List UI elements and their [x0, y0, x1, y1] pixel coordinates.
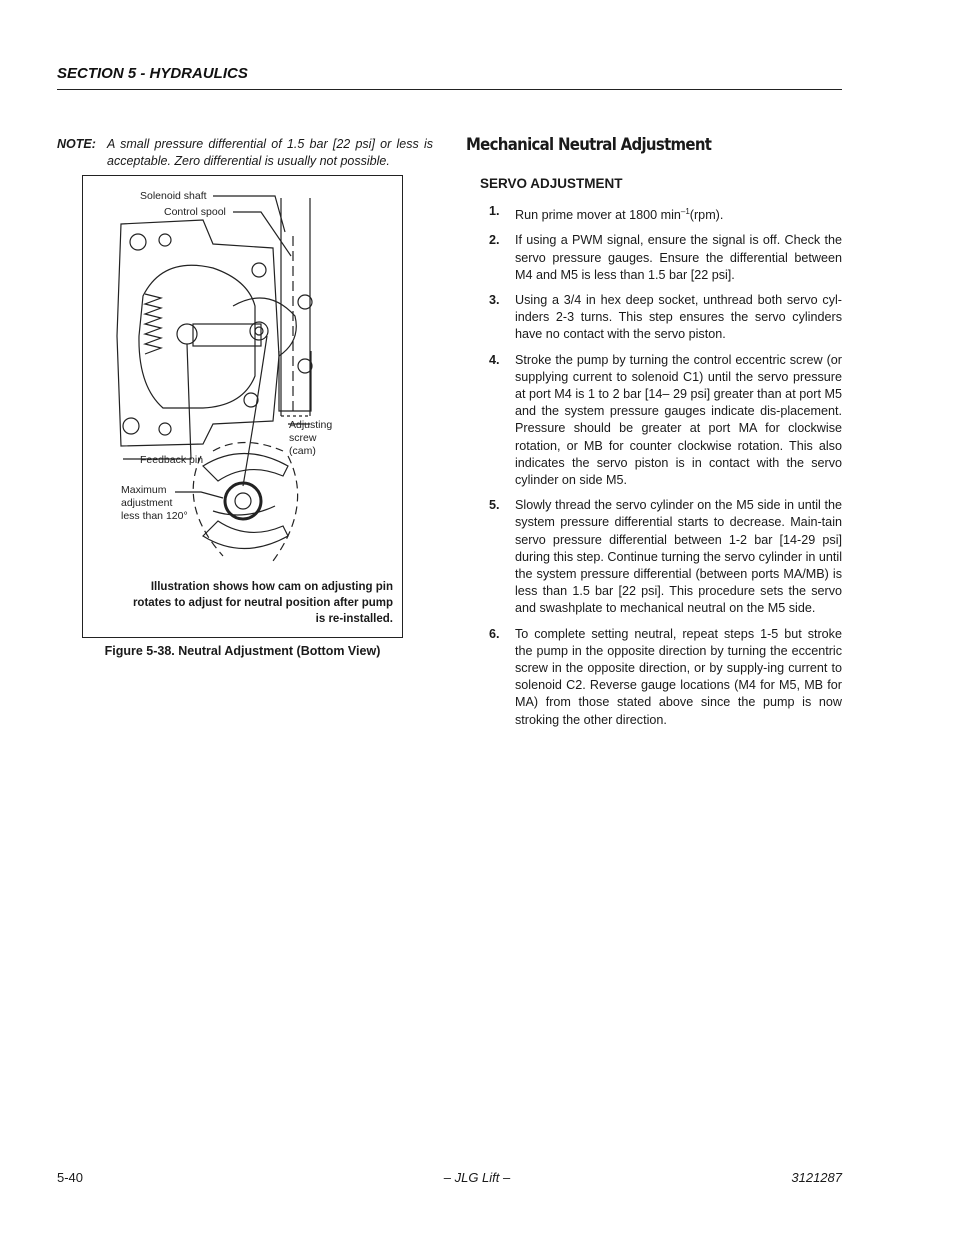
- step-text: To complete setting neutral, repeat steps 1-5 but stroke the pump in the opposite direction by turning the eccentric screw in the opposite direction, or by supply-ing current to solenoid C2. Reverse gauge locations (M4 for M5, MB for MA) from those stated above since the pump is now stroking the other direction.: [515, 626, 842, 727]
- label-adjusting-screw-line3: (cam): [289, 445, 316, 457]
- step-number: 3.: [489, 293, 500, 307]
- step-text: Slowly thread the servo cylinder on the M5 side in until the system pressure differential starts to decrease. Main-tain servo pressure differential between 1-2 bar [14-29 psi] during this step. Continue turning the servo cylinder in until the system pressure differential (between ports MA/MB) is less than 1.5 bar [22 psi]. This procedure sets the servo and swashplate to mechanical neutral on the M5 side.: [515, 498, 842, 616]
- pump-bottom-view-drawing: [83, 176, 404, 639]
- figure-caption: Figure 5-38. Neutral Adjustment (Bottom View): [104, 644, 381, 658]
- subsection-heading: SERVO ADJUSTMENT: [480, 176, 623, 191]
- step-text: If using a PWM signal, ensure the signal is off. Check the servo pressure gauges. Ensure the differential between M4 and M5 is less than 1.5 bar [22 psi].: [515, 233, 842, 282]
- header-divider: [57, 89, 842, 90]
- step-item: [489, 292, 842, 344]
- footer-brand: – JLG Lift –: [443, 1170, 511, 1185]
- step-item: [489, 203, 842, 224]
- section-title: SECTION 5 - HYDRAULICS: [57, 65, 248, 82]
- step-number: 6.: [489, 626, 500, 641]
- step-text: [515, 203, 842, 224]
- inner-caption-line: rotates to adjust for neutral position after pump: [132, 597, 393, 609]
- label-max-adjustment-line2: adjustment: [121, 497, 173, 509]
- step-item: [489, 626, 842, 729]
- page-number: 5-40: [57, 1170, 84, 1185]
- step-superscript: –1: [680, 207, 690, 216]
- procedure-steps: [489, 203, 842, 737]
- label-max-adjustment-line3: less than 120°: [121, 510, 188, 522]
- label-adjusting-screw-line2: screw: [289, 432, 317, 444]
- step-number: 1.: [489, 204, 500, 218]
- step-text-end: (rpm).: [689, 208, 724, 223]
- document-number: 3121287: [791, 1170, 842, 1185]
- step-text-main: Run prime mover at 1800 min: [515, 208, 681, 223]
- label-control-spool: Control spool: [164, 206, 226, 218]
- figure-inner-caption: [93, 579, 393, 627]
- step-item: [489, 352, 842, 490]
- step-number: 4.: [489, 352, 500, 367]
- step-number: 2.: [489, 233, 500, 248]
- section-heading: Mechanical Neutral Adjustment: [466, 135, 712, 155]
- step-text: Stroke the pump by turning the control eccentric screw (or supplying current to solenoid C1) until the servo pressure at port M4 is 1 to 2 bar [14– 29 psi] greater than at port M5 and the system pressure gauges indicate dis-placement. Pressure should be greater at port MA for clockwise rotation, or MB for counter clockwise rotation. This also indicates the servo piston is in contact with the servo cylinder on side M5.: [515, 352, 842, 488]
- note-label: NOTE:: [57, 137, 96, 151]
- figure-neutral-adjustment: [82, 175, 403, 638]
- step-text: Using a 3/4 in hex deep socket, unthread both servo cyl-inders 2-3 turns. This step ensures the servo cylinders have no contact with the servo piston.: [515, 293, 842, 342]
- label-max-adjustment-line1: Maximum: [121, 484, 167, 496]
- label-adjusting-screw-line1: Adjusting: [289, 419, 333, 431]
- note-text: A small pressure differential of 1.5 bar [22 psi] or less is acceptable. Zero differential is usually not possible.: [107, 137, 433, 168]
- inner-caption-line: is re-installed.: [315, 613, 393, 625]
- step-item: [489, 232, 842, 284]
- step-number: 5.: [489, 498, 500, 513]
- step-item: [489, 497, 842, 617]
- note-block: [57, 136, 433, 170]
- label-feedback-pin: Feedback pin: [140, 454, 204, 466]
- label-solenoid-shaft: Solenoid shaft: [140, 190, 207, 202]
- inner-caption-line: Illustration shows how cam on adjusting pin: [150, 581, 393, 593]
